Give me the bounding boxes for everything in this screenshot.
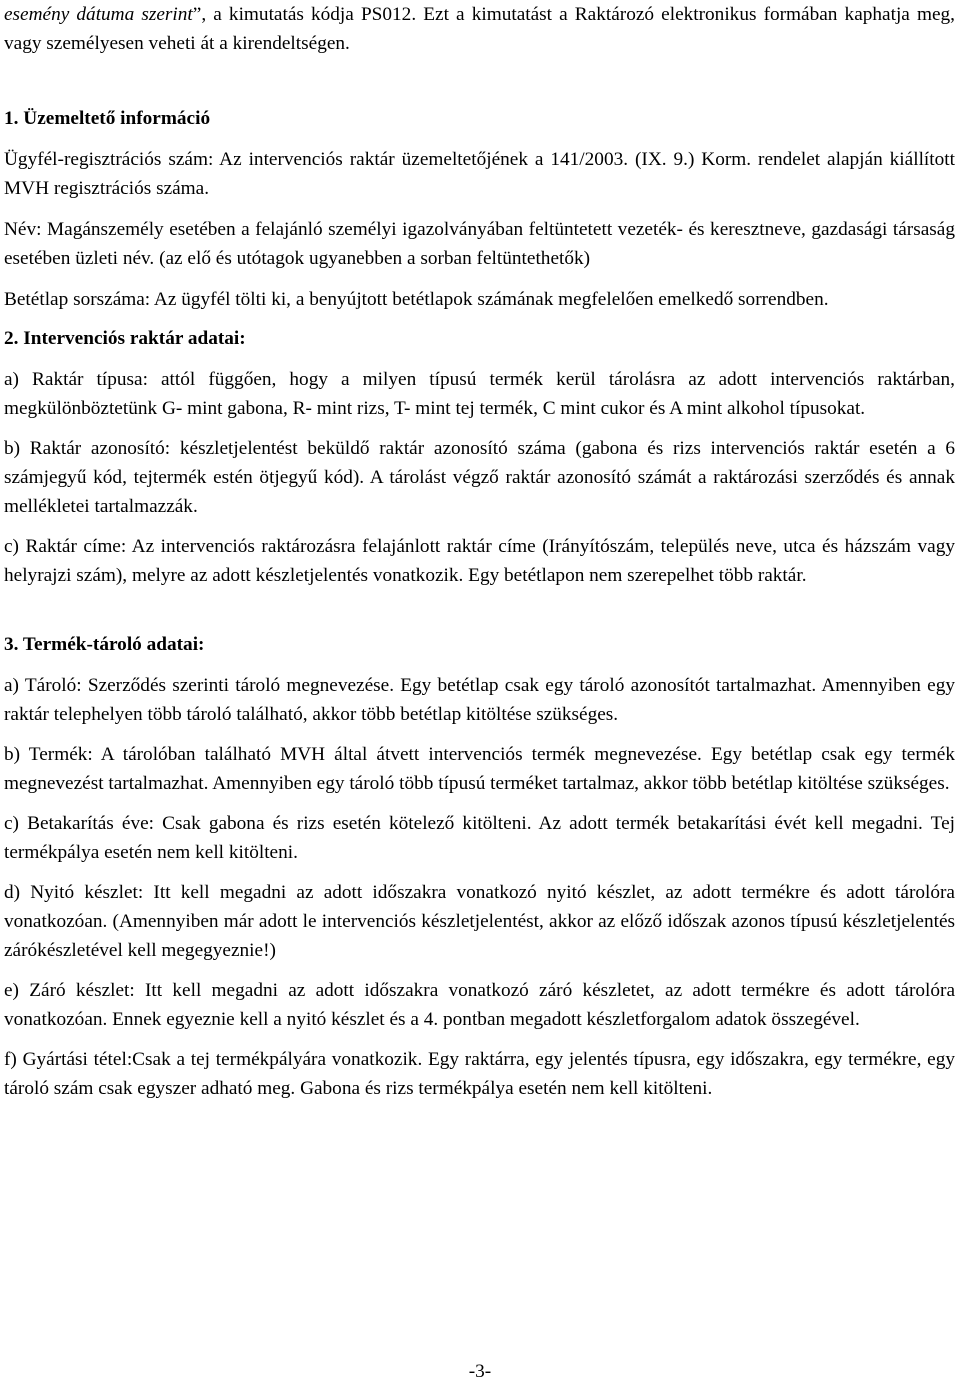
section-3-heading: 3. Termék-tároló adatai: xyxy=(4,634,205,655)
intro-text: ”, a kimutatás kódja PS012. Ezt a kimutatást a Raktározó elektronikus formában kaphatja meg, vagy személyesen veheti át a kirendeltségen. xyxy=(4,4,955,54)
document-page xyxy=(4,0,955,1103)
section-3-paragraph: c) Betakarítás éve: Csak gabona és rizs esetén kötelező kitölteni. Az adott termék betakarítási évét kell megadni. Tej termékpálya esetén nem kell kitölteni. xyxy=(4,813,955,863)
section-2-paragraph: c) Raktár címe: Az intervenciós raktározásra felajánlott raktár címe (Irányítószám, település neve, utca és házszám vagy helyrajzi szám), melyre az adott készletjelentés vonatkozik. Egy betétlapon nem szerepelhet több raktár. xyxy=(4,536,955,586)
section-3-paragraph: b) Termék: A tárolóban található MVH által átvett intervenciós termék megnevezése. Egy betétlap csak egy termék megnevezést tartalmazhat. Amennyiben egy tároló több típusú terméket tartalmaz, akkor több betétlap kitöltése szükséges. xyxy=(4,744,955,794)
intro-paragraph xyxy=(4,0,955,58)
intro-italic-text: esemény dátuma szerint xyxy=(4,4,193,25)
section-1-paragraph: Név: Magánszemély esetében a felajánló személyi igazolványában feltüntetett vezeték- és keresztneve, gazdasági társaság esetében üzleti név. (az elő és utótagok ugyanebben a sorban feltüntethetők) xyxy=(4,219,955,269)
section-1-paragraph: Ügyfél-regisztrációs szám: Az intervenciós raktár üzemeltetőjének a 141/2003. (IX. 9.) Korm. rendelet alapján kiállított MVH regisztrációs száma. xyxy=(4,149,955,199)
section-2-heading: 2. Intervenciós raktár adatai: xyxy=(4,328,246,349)
page-number: -3- xyxy=(468,1361,492,1382)
section-3-paragraph: a) Tároló: Szerződés szerinti tároló megnevezése. Egy betétlap csak egy tároló azonosítót tartalmazhat. Amennyiben egy raktár telephelyen több tároló található, akkor több betétlap kitöltése szükséges. xyxy=(4,675,955,725)
section-1-paragraph: Betétlap sorszáma: Az ügyfél tölti ki, a benyújtott betétlapok számának megfelelően emelkedő sorrendben. xyxy=(4,289,829,310)
section-1-heading: 1. Üzemeltető információ xyxy=(4,108,211,129)
section-2-paragraph: a) Raktár típusa: attól függően, hogy a milyen típusú termék kerül tárolásra az adott intervenciós raktárban, megkülönböztetünk G- mint gabona, R- mint rizs, T- mint tej termék, C mint cukor és A mint alkohol típusokat. xyxy=(4,369,955,419)
section-2-paragraph: b) Raktár azonosító: készletjelentést beküldő raktár azonosító száma (gabona és rizs intervenciós raktár esetén a 6 számjegyű kód, tejtermék estén ötjegyű kód). A tárolást végző raktár azonosító számát a raktározási szerződés és annak mellékletei tartalmazzák. xyxy=(4,438,955,517)
section-3-paragraph: e) Záró készlet: Itt kell megadni az adott időszakra vonatkozó záró készletet, az adott termékre és adott tárolóra vonatkozóan. Ennek egyeznie kell a nyitó készlet és a 4. pontban megadott készletforgalom adatok összegével. xyxy=(4,980,955,1030)
section-3-paragraph: f) Gyártási tétel:Csak a tej termékpályára vonatkozik. Egy raktárra, egy jelentés típusra, egy időszakra, egy termékre, egy tároló szám csak egyszer adható meg. Gabona és rizs termékpálya esetén nem kell kitölteni. xyxy=(4,1049,955,1099)
section-3-paragraph: d) Nyitó készlet: Itt kell megadni az adott időszakra vonatkozó nyitó készlet, az adott termékre és adott tárolóra vonatkozóan. (Amennyiben már adott le intervenciós készletjelentést, akkor az előző időszak azonos típusú készletjelentés zárókészletével kell megegyeznie!) xyxy=(4,882,955,961)
